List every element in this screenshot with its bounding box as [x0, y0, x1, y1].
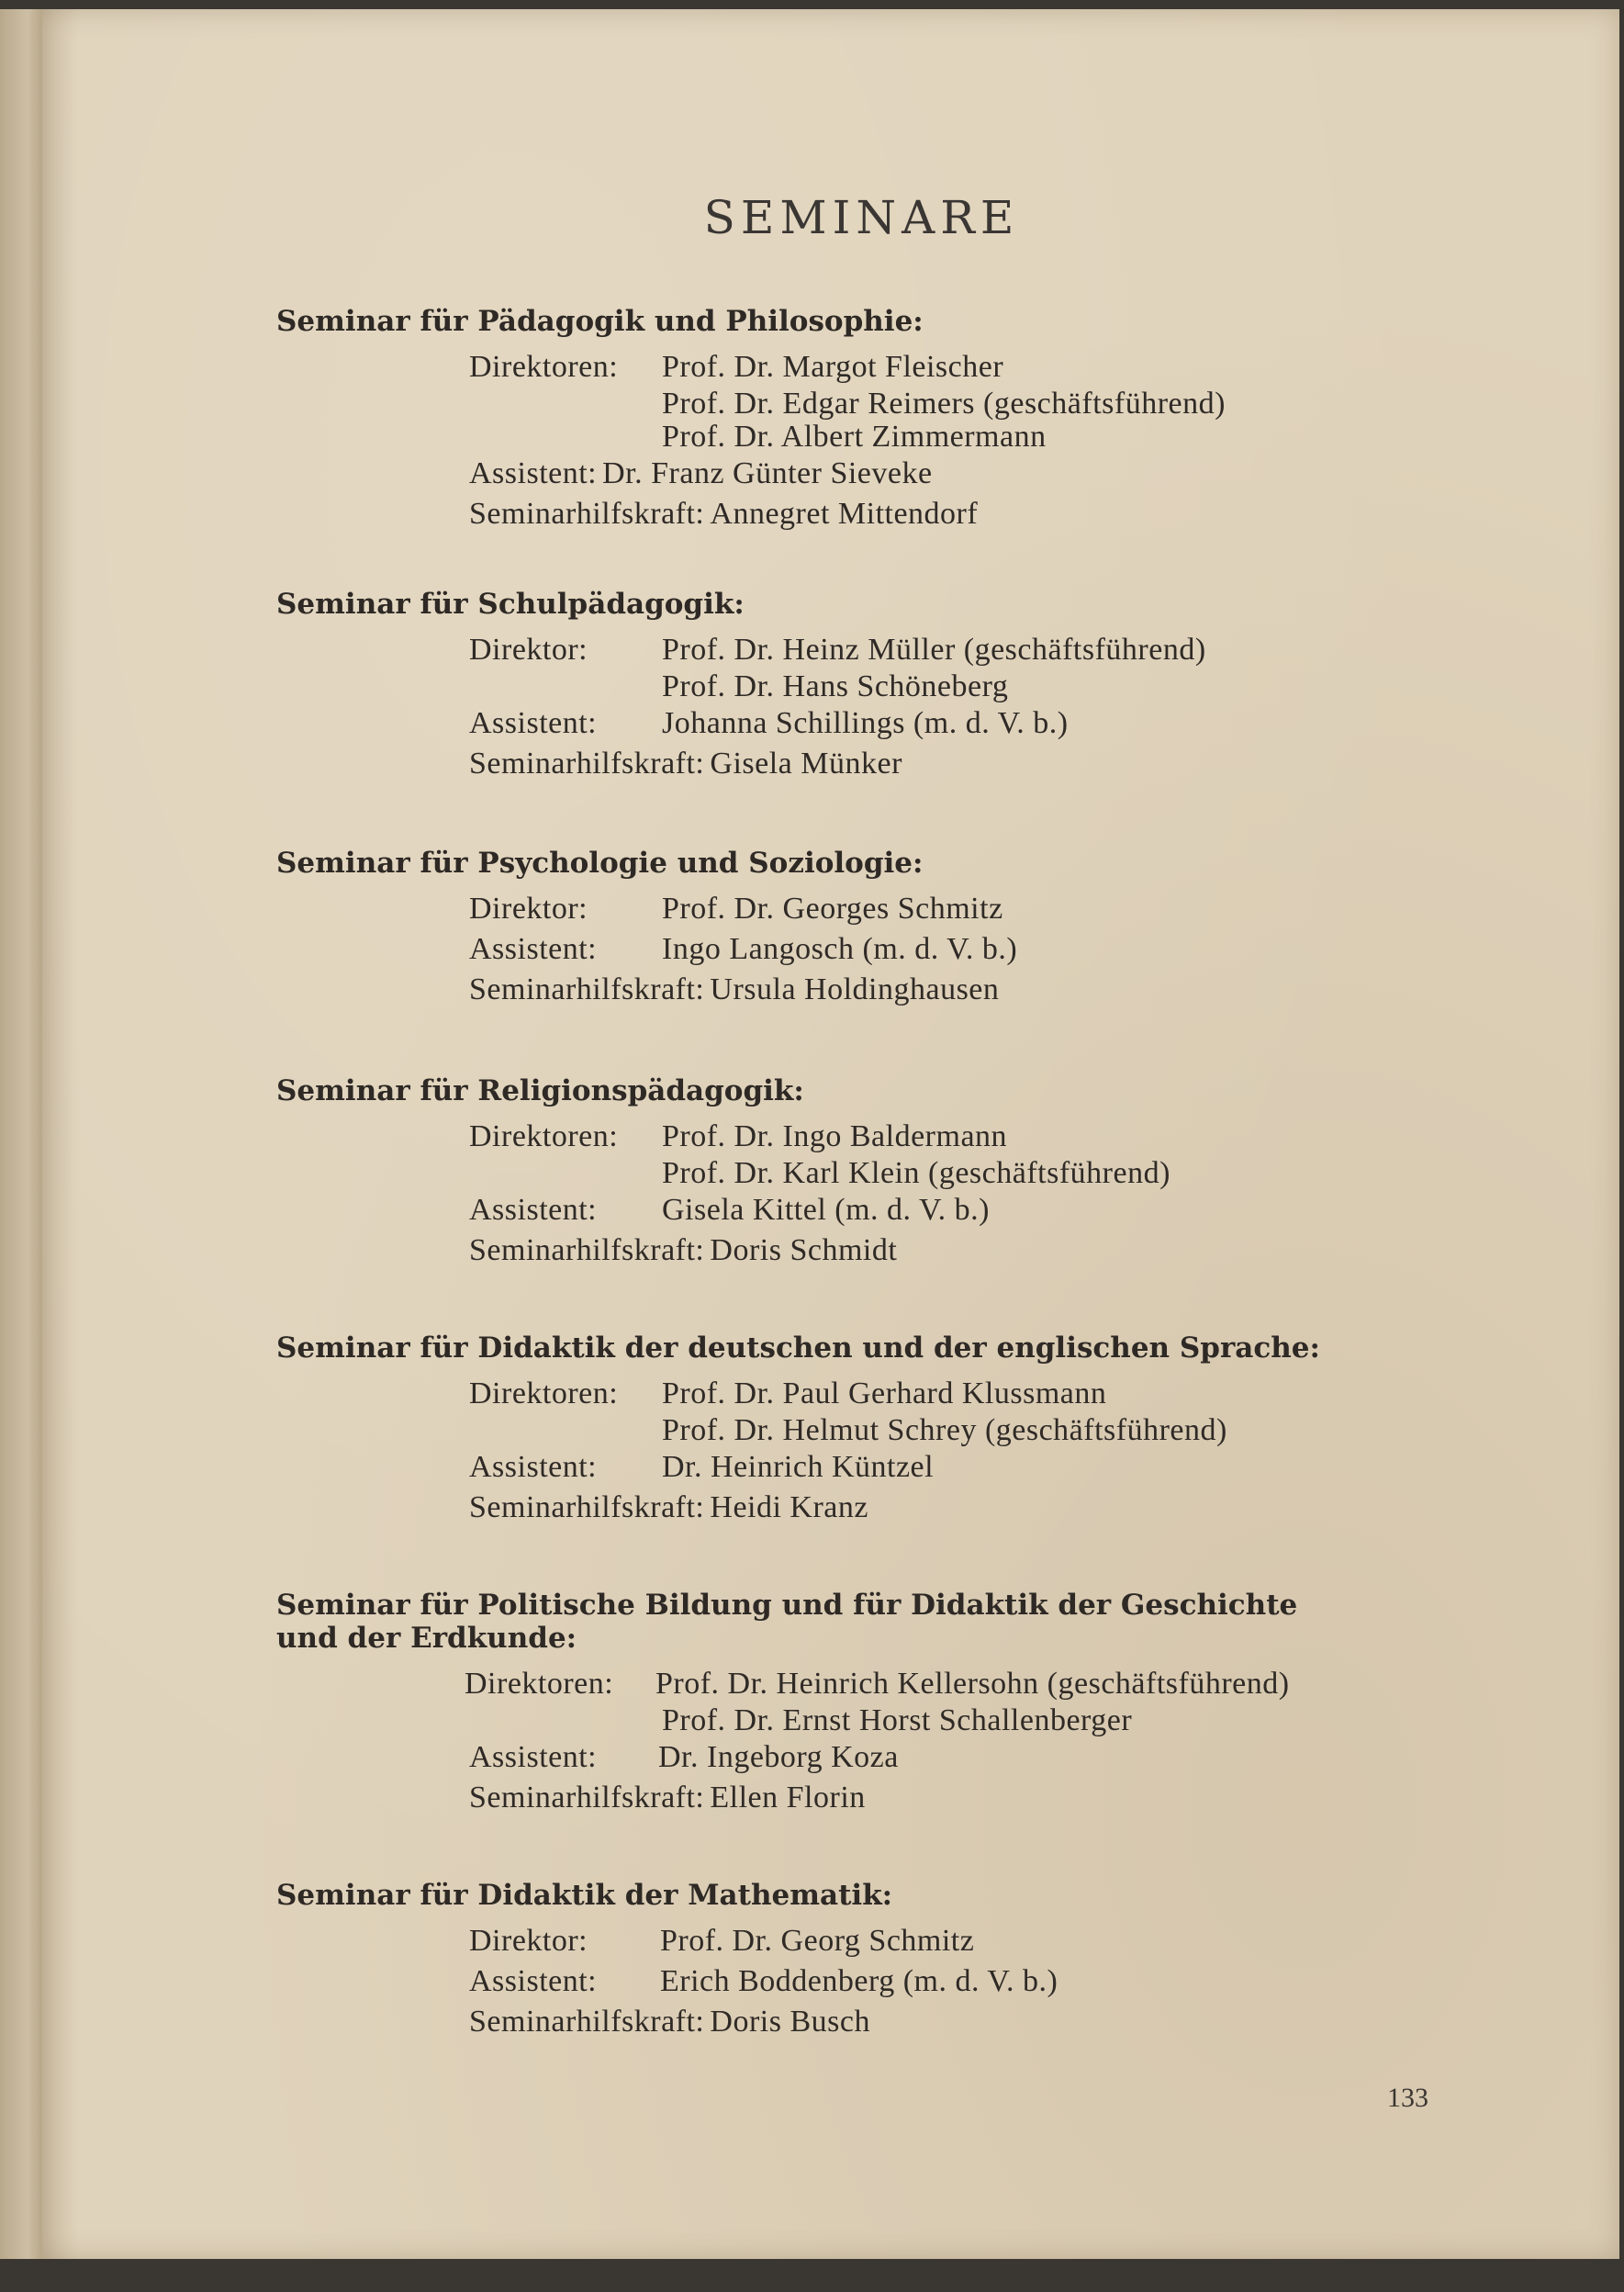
- hilfskraft-name: Doris Busch: [710, 2005, 870, 2039]
- assistent-row: [276, 1190, 1562, 1230]
- direktoren-row: [276, 1414, 1562, 1447]
- assistent-name: Dr. Ingeborg Koza: [658, 1740, 899, 1774]
- direktor-name: Prof. Dr. Georges Schmitz: [662, 892, 1003, 926]
- direktoren-row: [276, 347, 1562, 388]
- assistent-row: [276, 1737, 1562, 1778]
- hilfskraft-name: Ursula Holdinghausen: [710, 972, 1000, 1006]
- page-title: SEMINARE: [703, 191, 1020, 244]
- seminar-section: [276, 305, 1562, 534]
- direktoren-row: [276, 889, 1562, 929]
- assistent-label: Assistent:: [469, 1193, 598, 1227]
- document-page: [42, 9, 1619, 2259]
- assistent-label: Assistent:: [469, 1450, 598, 1484]
- section-heading: Seminar für Didaktik der Mathematik:: [276, 1879, 893, 1912]
- direktor-name: Prof. Dr. Karl Klein (geschäftsführend): [662, 1156, 1170, 1190]
- hilfskraft-name: Gisela Münker: [710, 747, 902, 781]
- direktor-name: Prof. Dr. Paul Gerhard Klussmann: [662, 1376, 1107, 1410]
- direktoren-row: [276, 421, 1562, 454]
- direktoren-row: [276, 1117, 1562, 1157]
- direktoren-row: [276, 388, 1562, 421]
- seminar-section: [276, 1589, 1562, 1818]
- direktor-name: Prof. Dr. Ernst Horst Schallenberger: [662, 1703, 1133, 1737]
- direktoren-row: [276, 630, 1562, 670]
- section-heading: Seminar für Schulpädagogik:: [276, 588, 745, 621]
- assistent-row: [276, 929, 1562, 970]
- hilfskraft-name: Annegret Mittendorf: [710, 497, 979, 531]
- assistent-label: Assistent:: [469, 706, 598, 740]
- direktoren-row: [276, 1157, 1562, 1190]
- direktoren-label: Direktor:: [469, 1924, 588, 1958]
- section-heading: Seminar für Religionspädagogik:: [276, 1074, 804, 1107]
- hilfskraft-name: Ellen Florin: [710, 1781, 866, 1814]
- direktor-name: Prof. Dr. Heinrich Kellersohn (geschäftsführend): [655, 1667, 1290, 1701]
- hilfskraft-row: [276, 1488, 1562, 1528]
- seminar-section: [276, 588, 1562, 784]
- direktoren-row: [276, 1374, 1562, 1414]
- hilfskraft-name: Doris Schmidt: [710, 1233, 898, 1267]
- assistent-name: Johanna Schillings (m. d. V. b.): [662, 706, 1069, 740]
- direktor-name: Prof. Dr. Georg Schmitz: [660, 1924, 975, 1958]
- direktor-name: Prof. Dr. Edgar Reimers (geschäftsführend): [662, 387, 1226, 421]
- hilfskraft-row: [276, 970, 1562, 1010]
- section-heading: Seminar für Psychologie und Soziologie:: [276, 847, 924, 880]
- assistent-row: [276, 1447, 1562, 1488]
- hilfskraft-label: Seminarhilfskraft:: [469, 2005, 705, 2039]
- assistent-label: Assistent:: [469, 932, 598, 966]
- page-content: [42, 9, 1619, 2259]
- seminar-section: [276, 1074, 1562, 1271]
- page-number: 133: [1387, 2083, 1428, 2113]
- hilfskraft-label: Seminarhilfskraft:: [469, 1490, 705, 1524]
- direktoren-row: [276, 1704, 1562, 1737]
- direktor-name: Prof. Dr. Ingo Baldermann: [662, 1119, 1008, 1153]
- hilfskraft-row: [276, 744, 1562, 784]
- assistent-name: Ingo Langosch (m. d. V. b.): [662, 932, 1018, 966]
- hilfskraft-row: [276, 494, 1562, 534]
- direktoren-label: Direktoren:: [469, 1119, 619, 1153]
- direktor-name: Prof. Dr. Helmut Schrey (geschäftsführend): [662, 1413, 1227, 1447]
- hilfskraft-label: Seminarhilfskraft:: [469, 972, 705, 1006]
- assistent-row: [276, 703, 1562, 744]
- direktor-name: Prof. Dr. Hans Schöneberg: [662, 669, 1009, 703]
- direktor-name: Prof. Dr. Heinz Müller (geschäftsführend): [662, 633, 1206, 667]
- assistent-row: [276, 454, 1562, 494]
- section-heading: Seminar für Politische Bildung und für Didaktik der Geschichte: [276, 1589, 1298, 1622]
- section-heading: Seminar für Didaktik der deutschen und der englischen Sprache:: [276, 1331, 1320, 1365]
- book-gutter: [0, 9, 42, 2259]
- hilfskraft-row: [276, 1778, 1562, 1818]
- section-heading: Seminar für Pädagogik und Philosophie:: [276, 305, 924, 338]
- direktoren-label: Direktoren:: [469, 1376, 619, 1410]
- section-heading-continued: und der Erdkunde:: [276, 1622, 577, 1655]
- hilfskraft-label: Seminarhilfskraft:: [469, 747, 705, 781]
- assistent-row: [276, 1961, 1562, 2002]
- direktoren-label: Direktor:: [469, 633, 588, 667]
- seminar-section: [276, 1331, 1562, 1528]
- hilfskraft-row: [276, 2002, 1562, 2042]
- direktoren-row: [276, 1664, 1562, 1704]
- assistent-name: Dr. Franz Günter Sieveke: [602, 456, 933, 490]
- assistent-label: Assistent:: [469, 456, 598, 490]
- direktoren-label: Direktoren:: [465, 1667, 614, 1701]
- assistent-label: Assistent:: [469, 1740, 598, 1774]
- direktor-name: Prof. Dr. Margot Fleischer: [662, 350, 1004, 384]
- direktoren-label: Direktor:: [469, 892, 588, 926]
- hilfskraft-label: Seminarhilfskraft:: [469, 1781, 705, 1814]
- direktoren-label: Direktoren:: [469, 350, 619, 384]
- seminar-section: [276, 847, 1562, 1010]
- hilfskraft-label: Seminarhilfskraft:: [469, 497, 705, 531]
- direktoren-row: [276, 1921, 1562, 1961]
- hilfskraft-label: Seminarhilfskraft:: [469, 1233, 705, 1267]
- direktoren-row: [276, 670, 1562, 703]
- hilfskraft-row: [276, 1230, 1562, 1271]
- direktor-name: Prof. Dr. Albert Zimmermann: [662, 420, 1047, 454]
- hilfskraft-name: Heidi Kranz: [710, 1490, 868, 1524]
- assistent-label: Assistent:: [469, 1964, 598, 1998]
- seminar-section: [276, 1879, 1562, 2042]
- assistent-name: Gisela Kittel (m. d. V. b.): [662, 1193, 990, 1227]
- assistent-name: Erich Boddenberg (m. d. V. b.): [660, 1964, 1058, 1998]
- assistent-name: Dr. Heinrich Küntzel: [662, 1450, 935, 1484]
